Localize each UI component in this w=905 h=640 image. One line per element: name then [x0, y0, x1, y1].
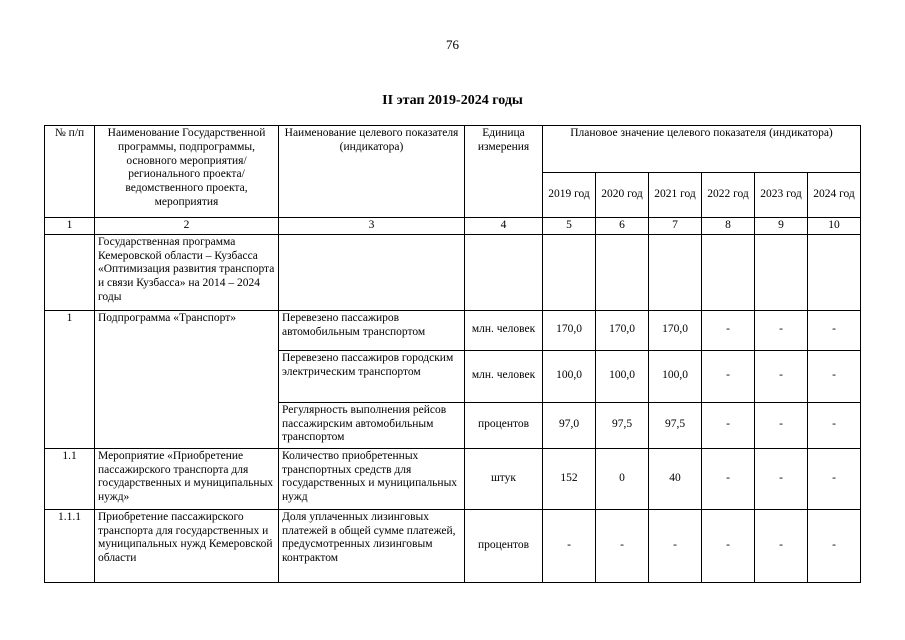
row-value: 100,0	[543, 350, 596, 402]
row-value: -	[755, 509, 808, 582]
index-cell: 4	[465, 218, 543, 235]
header-unit: Единица измерения	[465, 126, 543, 218]
index-cell: 1	[45, 218, 95, 235]
row-value: 97,0	[543, 402, 596, 448]
row-value: -	[808, 448, 861, 509]
row-indicator: Количество приобретенных транспортных средств для государственных и муниципальных нужд	[279, 448, 465, 509]
row-unit: млн. человек	[465, 350, 543, 402]
row-num: 1.1.1	[45, 509, 95, 582]
index-row	[45, 218, 861, 235]
row-value: 97,5	[649, 402, 702, 448]
row-value: 0	[596, 448, 649, 509]
index-cell: 7	[649, 218, 702, 235]
header-num: № п/п	[45, 126, 95, 218]
index-cell: 2	[95, 218, 279, 235]
table-row	[45, 509, 861, 582]
index-cell: 5	[543, 218, 596, 235]
header-year: 2021 год	[649, 173, 702, 218]
row-value: 170,0	[596, 310, 649, 350]
row-value: -	[808, 402, 861, 448]
row-value: 170,0	[649, 310, 702, 350]
row-value: -	[702, 402, 755, 448]
row-value: -	[543, 509, 596, 582]
row-indicator: Перевезено пассажиров городским электрическим транспортом	[279, 350, 465, 402]
row-value: 100,0	[596, 350, 649, 402]
row-value: 152	[543, 448, 596, 509]
row-value: -	[755, 402, 808, 448]
row-num: 1	[45, 310, 95, 448]
table-row	[45, 310, 861, 350]
row-unit: млн. человек	[465, 310, 543, 350]
row-value: -	[808, 310, 861, 350]
row-unit: штук	[465, 448, 543, 509]
row-name: Мероприятие «Приобретение пассажирского транспорта для государственных и муниципальных нужд»	[95, 448, 279, 509]
header-year: 2020 год	[596, 173, 649, 218]
row-value: -	[808, 509, 861, 582]
row-value: -	[649, 509, 702, 582]
header-row	[45, 126, 861, 173]
row-value: -	[702, 509, 755, 582]
row-num: 1.1	[45, 448, 95, 509]
row-name: Приобретение пассажирского транспорта для государственных и муниципальных нужд Кемеровской области	[95, 509, 279, 582]
index-cell: 9	[755, 218, 808, 235]
header-plan: Плановое значение целевого показателя (индикатора)	[543, 126, 861, 173]
row-value: -	[755, 448, 808, 509]
index-cell: 8	[702, 218, 755, 235]
header-year: 2022 год	[702, 173, 755, 218]
index-cell: 3	[279, 218, 465, 235]
table-row	[45, 448, 861, 509]
page-number: 76	[446, 37, 459, 52]
header-name: Наименование Государственной программы, подпрограммы, основного мероприятия/регионального проекта/ведомственного проекта, мероприятия	[95, 126, 279, 218]
row-unit: процентов	[465, 402, 543, 448]
row-value: -	[702, 448, 755, 509]
row-unit: процентов	[465, 509, 543, 582]
row-value: 97,5	[596, 402, 649, 448]
header-year: 2023 год	[755, 173, 808, 218]
row-name: Подпрограмма «Транспорт»	[95, 310, 279, 448]
row-value: -	[702, 310, 755, 350]
row-value: -	[755, 310, 808, 350]
indicators-table	[44, 125, 861, 583]
row-value: 170,0	[543, 310, 596, 350]
row-indicator: Перевезено пассажиров автомобильным транспортом	[279, 310, 465, 350]
row-value: 40	[649, 448, 702, 509]
row-value: -	[808, 350, 861, 402]
row-value: -	[702, 350, 755, 402]
row-indicator: Регулярность выполнения рейсов пассажирским автомобильным транспортом	[279, 402, 465, 448]
header-indicator: Наименование целевого показателя (индикатора)	[279, 126, 465, 218]
row-indicator: Доля уплаченных лизинговых платежей в общей сумме платежей, предусмотренных лизинговым контрактом	[279, 509, 465, 582]
row-value: -	[596, 509, 649, 582]
index-cell: 10	[808, 218, 861, 235]
stage-title: II этап 2019-2024 годы	[382, 93, 523, 108]
program-name: Государственная программа Кемеровской области – Кузбасса «Оптимизация развития транспорта и связи Кузбасса» на 2014 – 2024 годы	[95, 234, 279, 310]
row-value: 100,0	[649, 350, 702, 402]
header-year: 2019 год	[543, 173, 596, 218]
index-cell: 6	[596, 218, 649, 235]
row-value: -	[755, 350, 808, 402]
program-row	[45, 234, 861, 310]
header-year: 2024 год	[808, 173, 861, 218]
